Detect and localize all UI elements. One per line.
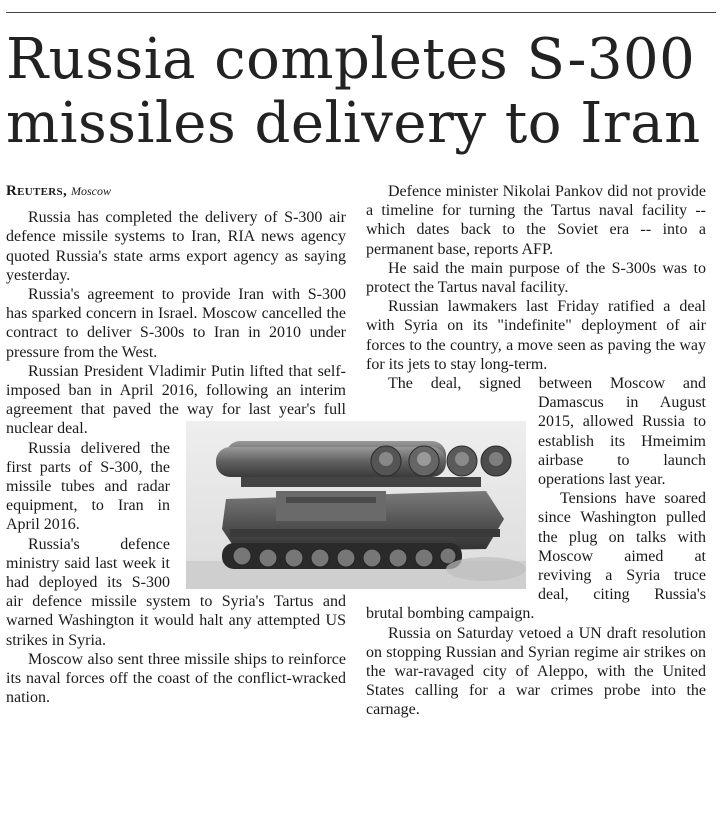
paragraph: Russia's defence ministry said last week it had deployed its S-300 air defence missile system to Syria's Tartus and warned Washington it would halt any attempted US strikes in Syria. (6, 535, 346, 649)
paragraph: He said the main purpose of the S-300s was to protect the Tartus naval facility. (366, 259, 706, 297)
paragraph: Moscow also sent three missile ships to reinforce its naval forces off the coast of the conflict-wracked nation. (6, 650, 346, 707)
paragraph: Russia's agreement to provide Iran with S-300 has sparked concern in Israel. Moscow cancelled the contract to deliver S-300s to Iran in 2010 under pressure from the West. (6, 286, 346, 361)
byline-place: Moscow (71, 184, 111, 198)
headline-line-2: missiles delivery to Iran (6, 91, 701, 156)
paragraph: Russia on Saturday vetoed a UN draft resolution on stopping Russian and Syrian regime air strikes on the war-ravaged city of Aleppo, with the United States calling for a war crimes probe into the carnage. (366, 624, 706, 719)
headline (6, 28, 718, 156)
paragraph: Defence minister Nikolai Pankov did not provide a timeline for turning the Tartus naval facility -- which dates back to the Soviet era -- into a permanent base, reports AFP. (366, 183, 706, 258)
top-rule (6, 12, 716, 13)
byline (6, 182, 346, 201)
paragraph: Russian lawmakers last Friday ratified a deal with Syria on its "indefinite" deployment of air forces to the country, a move seen as paving the way for its jets to stay long-term. (366, 298, 706, 373)
byline-agency: Reuters, (6, 183, 67, 199)
paragraph: Tensions have soared since Washington pulled the plug on talks with Moscow aimed at reviving a Syria truce deal, citing Russia's brutal bombing campaign. (366, 490, 706, 623)
paragraph: The deal, signed between Moscow and Damascus in August 2015, allowed Russia to establish its Hmeimim airbase to launch operations last year. (388, 375, 706, 489)
paragraph: Russia delivered the first parts of S-300, the missile tubes and radar equipment, to Iran in April 2016. (6, 439, 170, 534)
headline-line-1: Russia completes S-300 (6, 27, 696, 92)
s300-missile-launcher-photo (186, 421, 526, 589)
paragraph: Russian President Vladimir Putin lifted that self-imposed ban in April 2016, following an interim agreement that paved the way for last year's full nuclear deal. (6, 362, 346, 438)
paragraph: Russia has completed the delivery of S-300 air defence missile systems to Iran, RIA news agency quoted Russia's state arms export agency as saying yesterday. (6, 209, 346, 284)
